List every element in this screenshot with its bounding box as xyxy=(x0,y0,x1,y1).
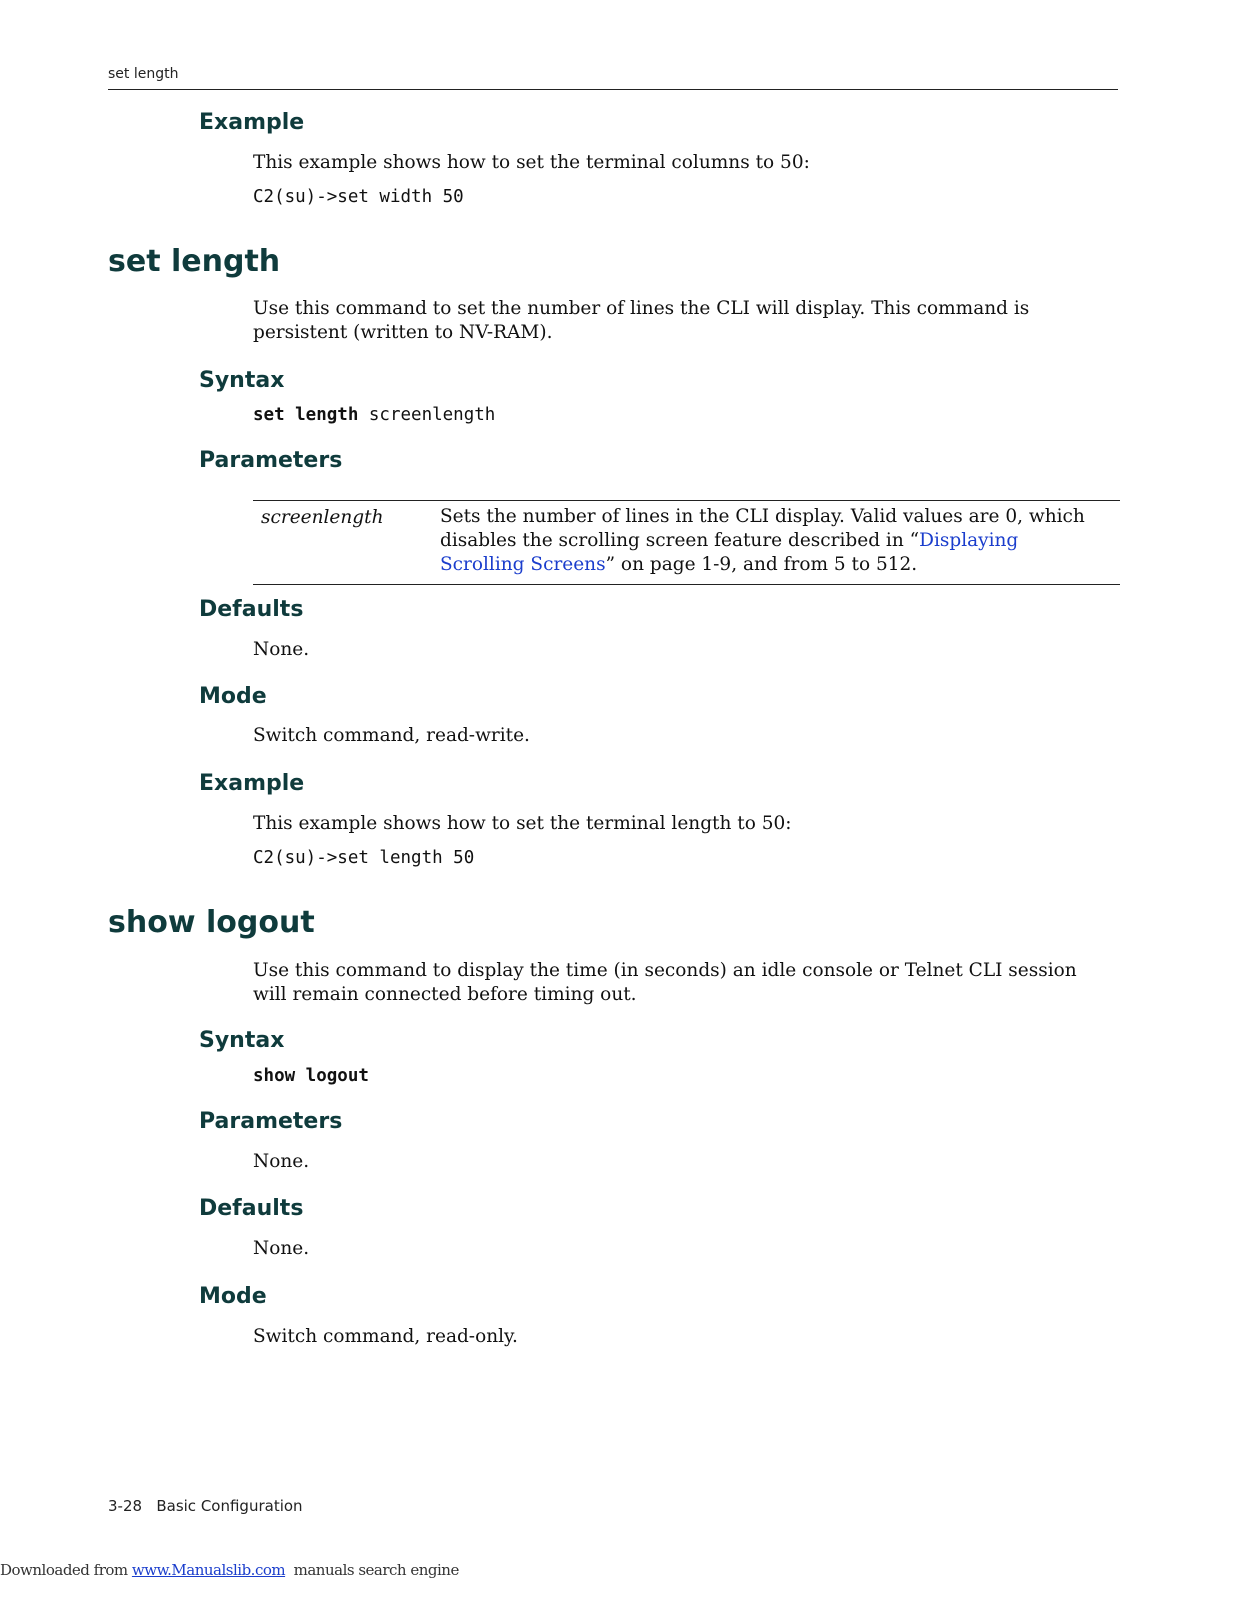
set-length-syntax xyxy=(253,405,495,425)
show-logout-defaults-text: None. xyxy=(253,1238,310,1259)
set-length-parameters-heading: Parameters xyxy=(199,448,343,473)
show-logout-mode-text: Switch command, read-only. xyxy=(253,1326,518,1347)
show-logout-syntax xyxy=(253,1066,369,1086)
param-desc-before: Sets the number of lines in the CLI display. Valid values are 0, which disables the scrolling screen feature described in “ xyxy=(440,506,1085,551)
show-logout-defaults-heading: Defaults xyxy=(199,1196,304,1221)
set-length-mode-heading: Mode xyxy=(199,684,267,709)
param-description xyxy=(440,505,1100,577)
download-suffix: manuals search engine xyxy=(285,1561,459,1579)
set-length-example-code: C2(su)->set length 50 xyxy=(253,848,475,868)
example-code-top: C2(su)->set width 50 xyxy=(253,187,464,207)
param-desc-after: ” on page 1-9, and from 5 to 512. xyxy=(605,554,918,575)
show-logout-mode-heading: Mode xyxy=(199,1284,267,1309)
show-logout-description: Use this command to display the time (in seconds) an idle console or Telnet CLI session will remain connected before timing out. xyxy=(253,960,1077,1005)
example-text-top: This example shows how to set the terminal columns to 50: xyxy=(253,152,810,173)
section-title-show-logout: show logout xyxy=(108,905,315,940)
page-footer: 3-28 Basic Configuration xyxy=(108,1497,303,1515)
show-logout-parameters-text: None. xyxy=(253,1151,310,1172)
displaying-scrolling-screens-link[interactable]: Displaying Scrolling Screens xyxy=(440,530,1019,575)
set-length-example-heading: Example xyxy=(199,771,305,796)
syntax-argument: screenlength xyxy=(358,405,496,425)
param-name: screenlength xyxy=(261,507,384,528)
download-prefix: Downloaded from xyxy=(0,1561,132,1579)
show-logout-syntax-heading: Syntax xyxy=(199,1028,285,1053)
manualslib-link[interactable]: www.Manualslib.com xyxy=(131,1561,286,1579)
set-length-description: Use this command to set the number of lines the CLI will display. This command is persistent (written to NV-RAM). xyxy=(253,298,1030,343)
syntax-command: show logout xyxy=(253,1066,369,1086)
set-length-mode-text: Switch command, read-write. xyxy=(253,725,530,746)
header-rule xyxy=(108,89,1118,90)
section-title-set-length: set length xyxy=(108,244,281,279)
show-logout-parameters-heading: Parameters xyxy=(199,1109,343,1134)
set-length-defaults-text: None. xyxy=(253,639,310,660)
set-length-defaults-heading: Defaults xyxy=(199,597,304,622)
syntax-command: set length xyxy=(253,405,359,425)
set-length-example-text: This example shows how to set the terminal length to 50: xyxy=(253,813,792,834)
download-attribution xyxy=(0,1561,459,1579)
example-heading-top: Example xyxy=(199,110,305,135)
running-header: set length xyxy=(108,66,179,82)
set-length-syntax-heading: Syntax xyxy=(199,368,285,393)
parameters-table xyxy=(253,500,1120,585)
